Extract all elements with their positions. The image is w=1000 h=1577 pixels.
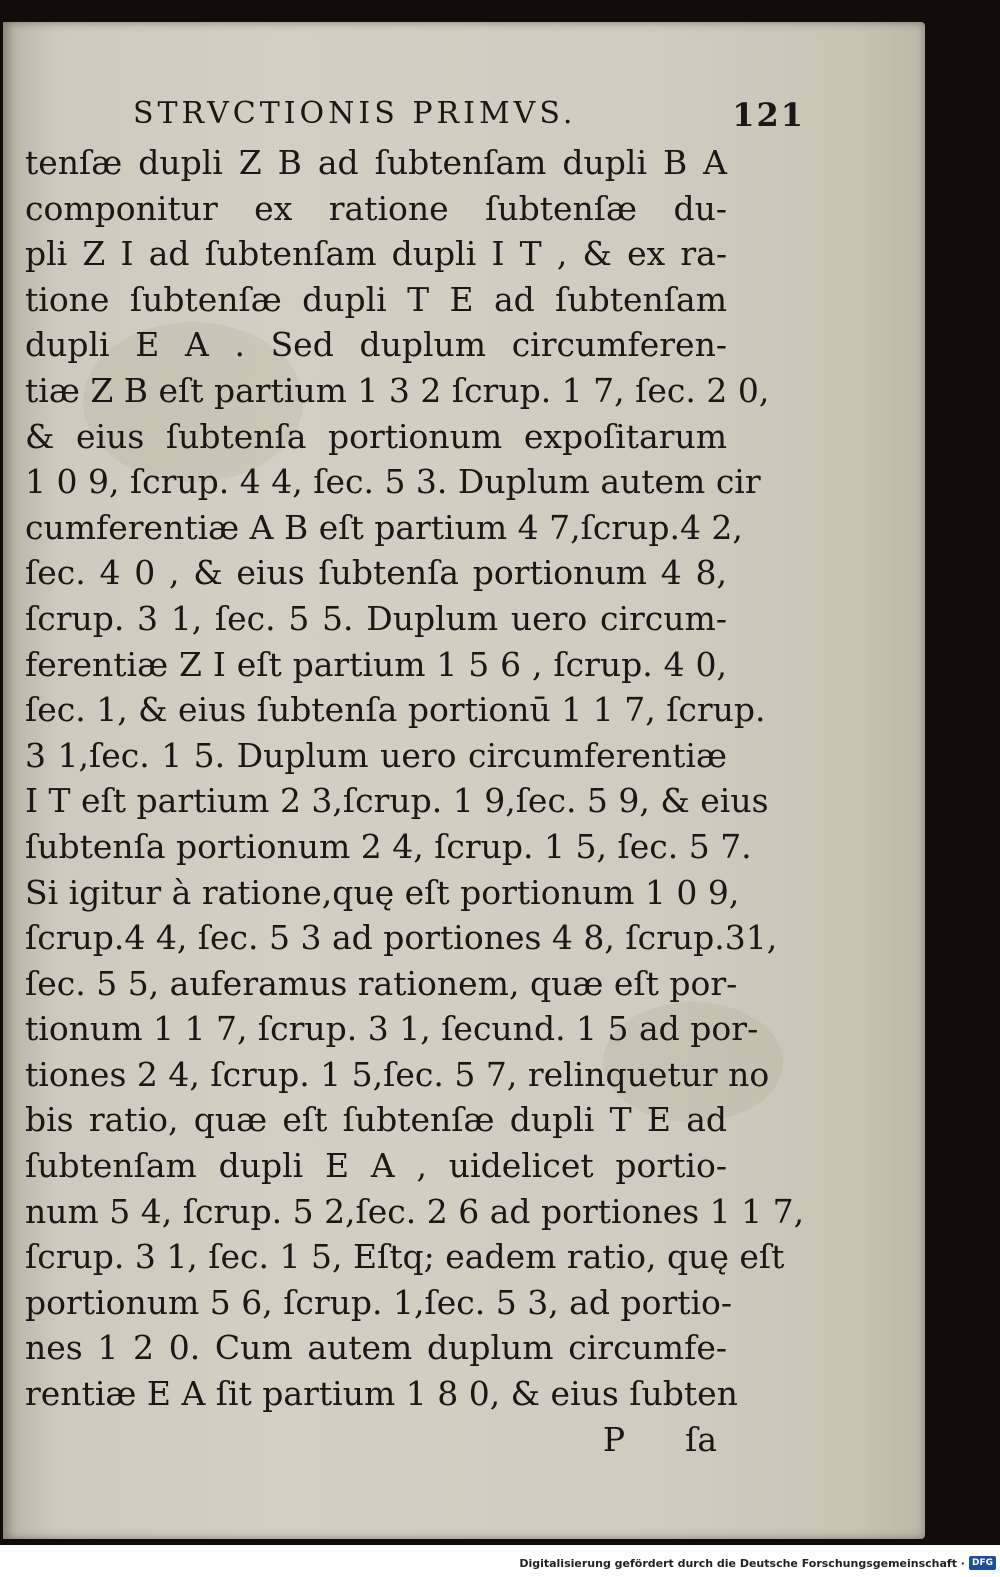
text-line: tenſæ dupli Z B ad ſubtenſam dupli B A: [25, 143, 727, 182]
text-line: ſec. 5 5, auferamus rationem, quæ eſt por-: [25, 963, 738, 1003]
text-line: ſubtenſam dupli E A , uidelicet portio-: [25, 1146, 727, 1186]
signature-mark: P: [602, 1419, 626, 1459]
text-line: ſec. 1, & eius ſubtenſa portionū 1 1 7, ſcrup.: [25, 690, 766, 730]
text-line: 1 0 9, ſcrup. 4 4, ſec. 5 3. Duplum autem cir: [25, 462, 761, 502]
text-line: tionum 1 1 7, ſcrup. 3 1, ſecund. 1 5 ad por-: [25, 1009, 759, 1049]
text-line: rentiæ E A ſit partium 1 8 0, & eius ſubten: [25, 1374, 738, 1414]
running-header: [25, 76, 805, 134]
text-line: ſcrup.4 4, ſec. 5 3 ad portiones 4 8, ſcrup.31,: [25, 918, 778, 958]
text-line: I T eſt partium 2 3,ſcrup. 1 9,ſec. 5 9, & eius: [25, 781, 769, 821]
text-line: ſcrup. 3 1, ſec. 5 5. Duplum uero circum-: [25, 598, 727, 638]
text-line: tiones 2 4, ſcrup. 1 5,ſec. 5 7, relinquetur no: [25, 1054, 770, 1094]
text-line: nes 1 2 0. Cum autem duplum circumfe-: [25, 1328, 727, 1368]
text-line: 3 1,ſec. 1 5. Duplum uero circumferentiæ: [25, 735, 727, 775]
signature-catchword-line: [25, 1417, 727, 1463]
text-line: portionum 5 6, ſcrup. 1,ſec. 5 3, ad portio-: [25, 1282, 733, 1322]
page-text-block: [25, 76, 805, 1462]
text-line: ſcrup. 3 1, ſec. 1 5, Eſtq; eadem ratio, quę eſt: [25, 1237, 785, 1277]
text-line: cumferentiæ A B eſt partium 4 7,ſcrup.4 2,: [25, 507, 743, 547]
text-line: Si igitur à ratione,quę eſt portionum 1 0 9,: [25, 872, 740, 912]
credit-text: Digitalisierung gefördert durch die Deutsche Forschungsgemeinschaft ·: [519, 1556, 965, 1570]
text-line: tione ſubtenſæ dupli T E ad ſubtenſam: [25, 279, 727, 319]
text-line: num 5 4, ſcrup. 5 2,ſec. 2 6 ad portiones 1 1 7,: [25, 1191, 805, 1231]
dfg-logo: DFG: [969, 1556, 996, 1570]
text-line: & eius ſubtenſa portionum expoſitarum: [25, 416, 727, 456]
text-line: bis ratio, quæ eſt ſubtenſæ dupli T E ad: [25, 1100, 727, 1140]
text-line: pli Z I ad ſubtenſam dupli I T , & ex ra-: [25, 234, 727, 274]
text-line: componitur ex ratione ſubtenſæ du-: [25, 188, 727, 228]
running-title: STRVCTIONIS PRIMVS.: [133, 96, 577, 131]
digitization-credit: [519, 1553, 996, 1573]
book-page: [3, 22, 925, 1539]
page-number: 121: [732, 96, 805, 134]
text-line: ſec. 4 0 , & eius ſubtenſa portionum 4 8,: [25, 553, 727, 593]
text-line: ferentiæ Z I eſt partium 1 5 6 , ſcrup. 4 0,: [25, 644, 727, 684]
body-text: [25, 140, 805, 1462]
text-line: dupli E A . Sed duplum circumferen-: [25, 325, 727, 365]
text-line: ſubtenſa portionum 2 4, ſcrup. 1 5, ſec. 5 7.: [25, 826, 752, 866]
catchword: ſa: [685, 1419, 717, 1459]
text-line: tiæ Z B eſt partium 1 3 2 ſcrup. 1 7, ſec. 2 0,: [25, 370, 770, 410]
